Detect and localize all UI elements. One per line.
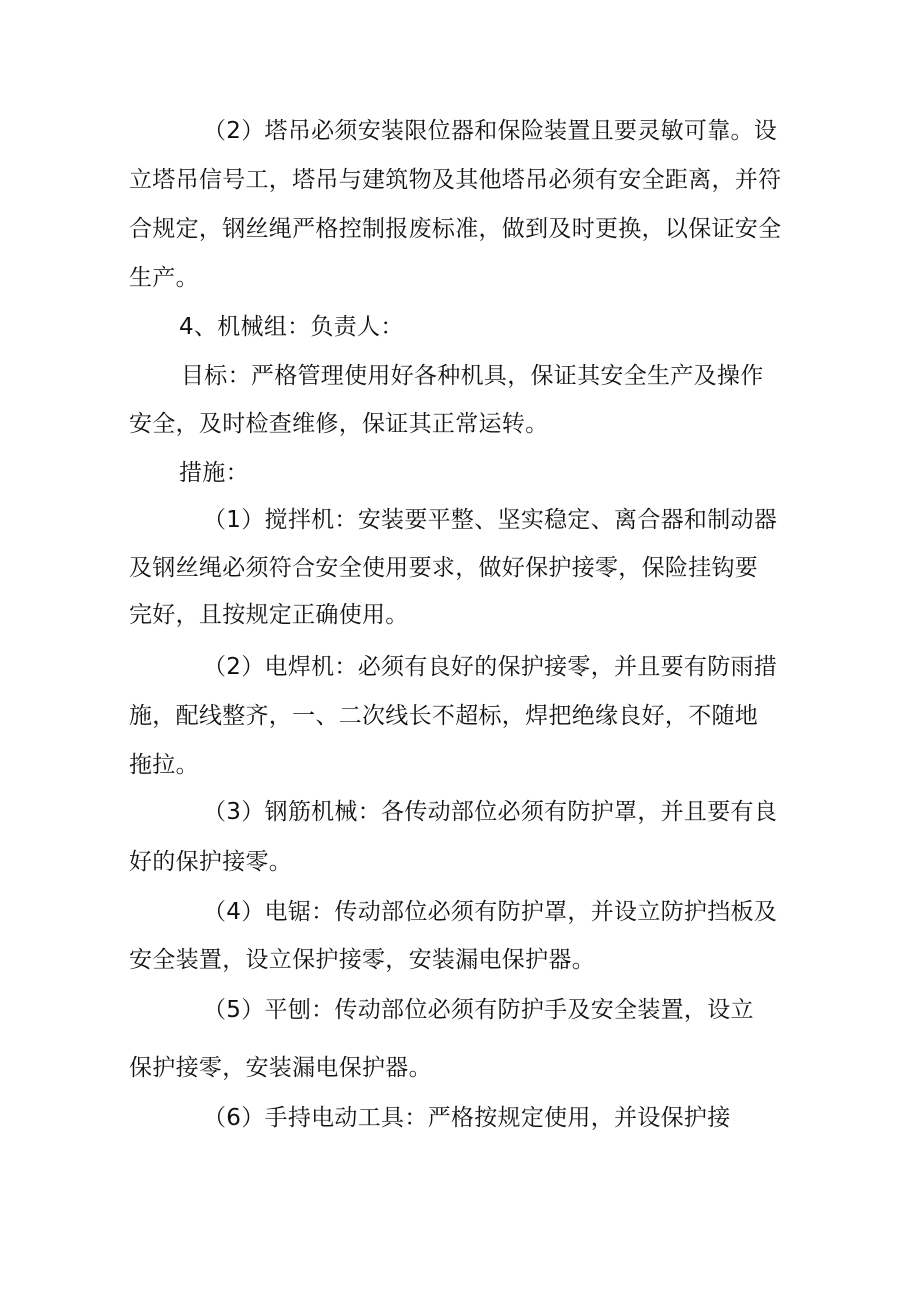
paragraph-line: 合规定，钢丝绳严格控制报废标准，做到及时更换，以保证安全	[129, 216, 782, 242]
paragraph-line: 施，配线整齐，一、二次线长不超标，焊把绝缘良好，不随地	[129, 703, 759, 729]
paragraph-line: 立塔吊信号工，塔吊与建筑物及其他塔吊必须有安全距离，并符	[129, 167, 782, 193]
paragraph-line: 安全，及时检查维修，保证其正常运转。	[129, 411, 549, 437]
paragraph-line: （2）电焊机：必须有良好的保护接零，并且要有防雨措	[203, 654, 778, 680]
paragraph-line: （2）塔吊必须安装限位器和保险装置且要灵敏可靠。设	[203, 118, 778, 144]
paragraph-line: 生产。	[129, 265, 199, 291]
paragraph-line: （1）搅拌机：安装要平整、坚实稳定、离合器和制动器	[203, 507, 778, 533]
paragraph-line: 保护接零，安装漏电保护器。	[129, 1055, 432, 1081]
paragraph-line: 完好，且按规定正确使用。	[129, 602, 409, 628]
paragraph-line: 及钢丝绳必须符合安全使用要求，做好保护接零，保险挂钩要	[129, 555, 759, 581]
paragraph-line: 目标：严格管理使用好各种机具，保证其安全生产及操作	[181, 363, 764, 389]
paragraph-line: （3）钢筋机械：各传动部位必须有防护罩，并且要有良	[203, 799, 778, 825]
paragraph-line: （6）手持电动工具：严格按规定使用，并设保护接	[203, 1105, 731, 1131]
paragraph-line: （5）平刨：传动部位必须有防护手及安全装置，设立	[203, 997, 754, 1023]
paragraph-line: （4）电锯：传动部位必须有防护罩，并设立防护挡板及	[203, 899, 778, 925]
paragraph-line: 拖拉。	[129, 752, 199, 778]
subheading: 措施：	[179, 460, 249, 486]
section-heading: 4、机械组：负责人：	[179, 314, 404, 340]
paragraph-line: 安全装置，设立保护接零，安装漏电保护器。	[129, 947, 595, 973]
paragraph-line: 好的保护接零。	[129, 849, 293, 875]
